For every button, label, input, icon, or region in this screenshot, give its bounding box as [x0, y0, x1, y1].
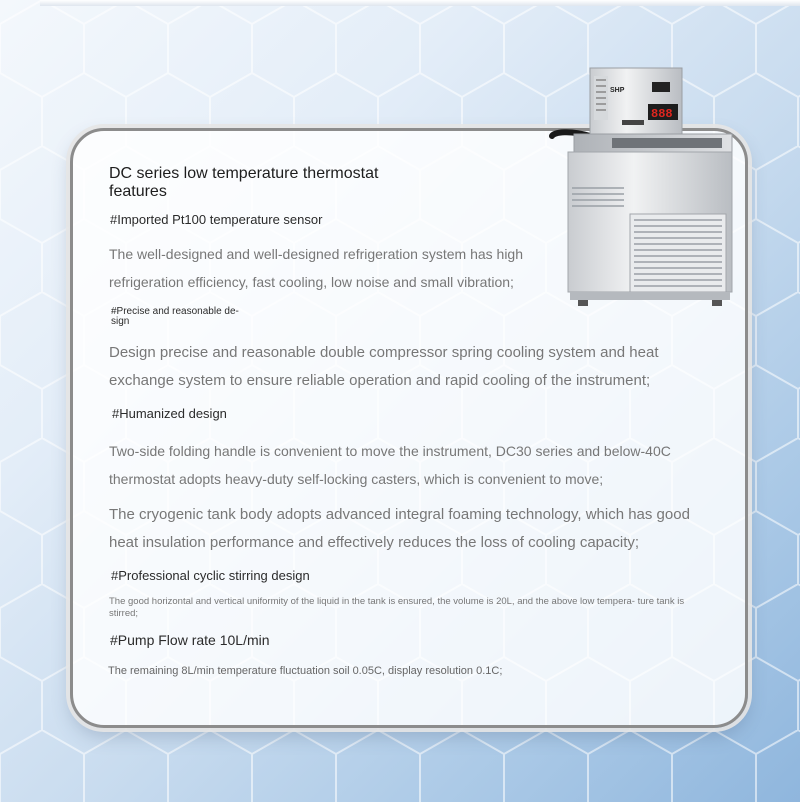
page-title: DC series low temperature thermostat features [109, 165, 379, 200]
section-body-precise: Design precise and reasonable double compressor spring cooling system and heat exchange system to ensure reliable operation and rapid cooling of the instrument; [109, 344, 659, 389]
brand-label: SHP [610, 87, 625, 94]
section-body-pump: The remaining 8L/min temperature fluctuation soil 0.05C, display resolution 0.1C; [108, 665, 503, 677]
thermostat-machine-icon [548, 64, 738, 322]
section-body-stirring: The good horizontal and vertical uniformity of the liquid in the tank is ensured, the volume is 20L, and the above low tempera- ture tank is stirred; [109, 596, 685, 619]
section-heading-humanized: #Humanized design [112, 406, 227, 421]
section-heading-stirring: #Professional cyclic stirring design [111, 568, 310, 583]
section-body-humanized: Two-side folding handle is convenient to move the instrument, DC30 series and below-40C thermostat adopts heavy-duty self-locking casters, which is convenient to move; [109, 443, 671, 487]
section-body-humanized-2: The cryogenic tank body adopts advanced integral foaming technology, which has good heat insulation performance and effectively reduces the loss of cooling capacity; [109, 506, 690, 551]
section-body-sensor: The well-designed and well-designed refrigeration system has high refrigeration efficiency, fast cooling, low noise and small vibration; [109, 246, 524, 290]
section-heading-pump: #Pump Flow rate 10L/min [110, 632, 270, 648]
temperature-display: 888 [651, 107, 673, 121]
top-edge-bar [40, 0, 800, 6]
section-heading-sensor: #Imported Pt100 temperature sensor [110, 212, 323, 227]
section-heading-precise: #Precise and reasonable de- sign [111, 306, 239, 327]
